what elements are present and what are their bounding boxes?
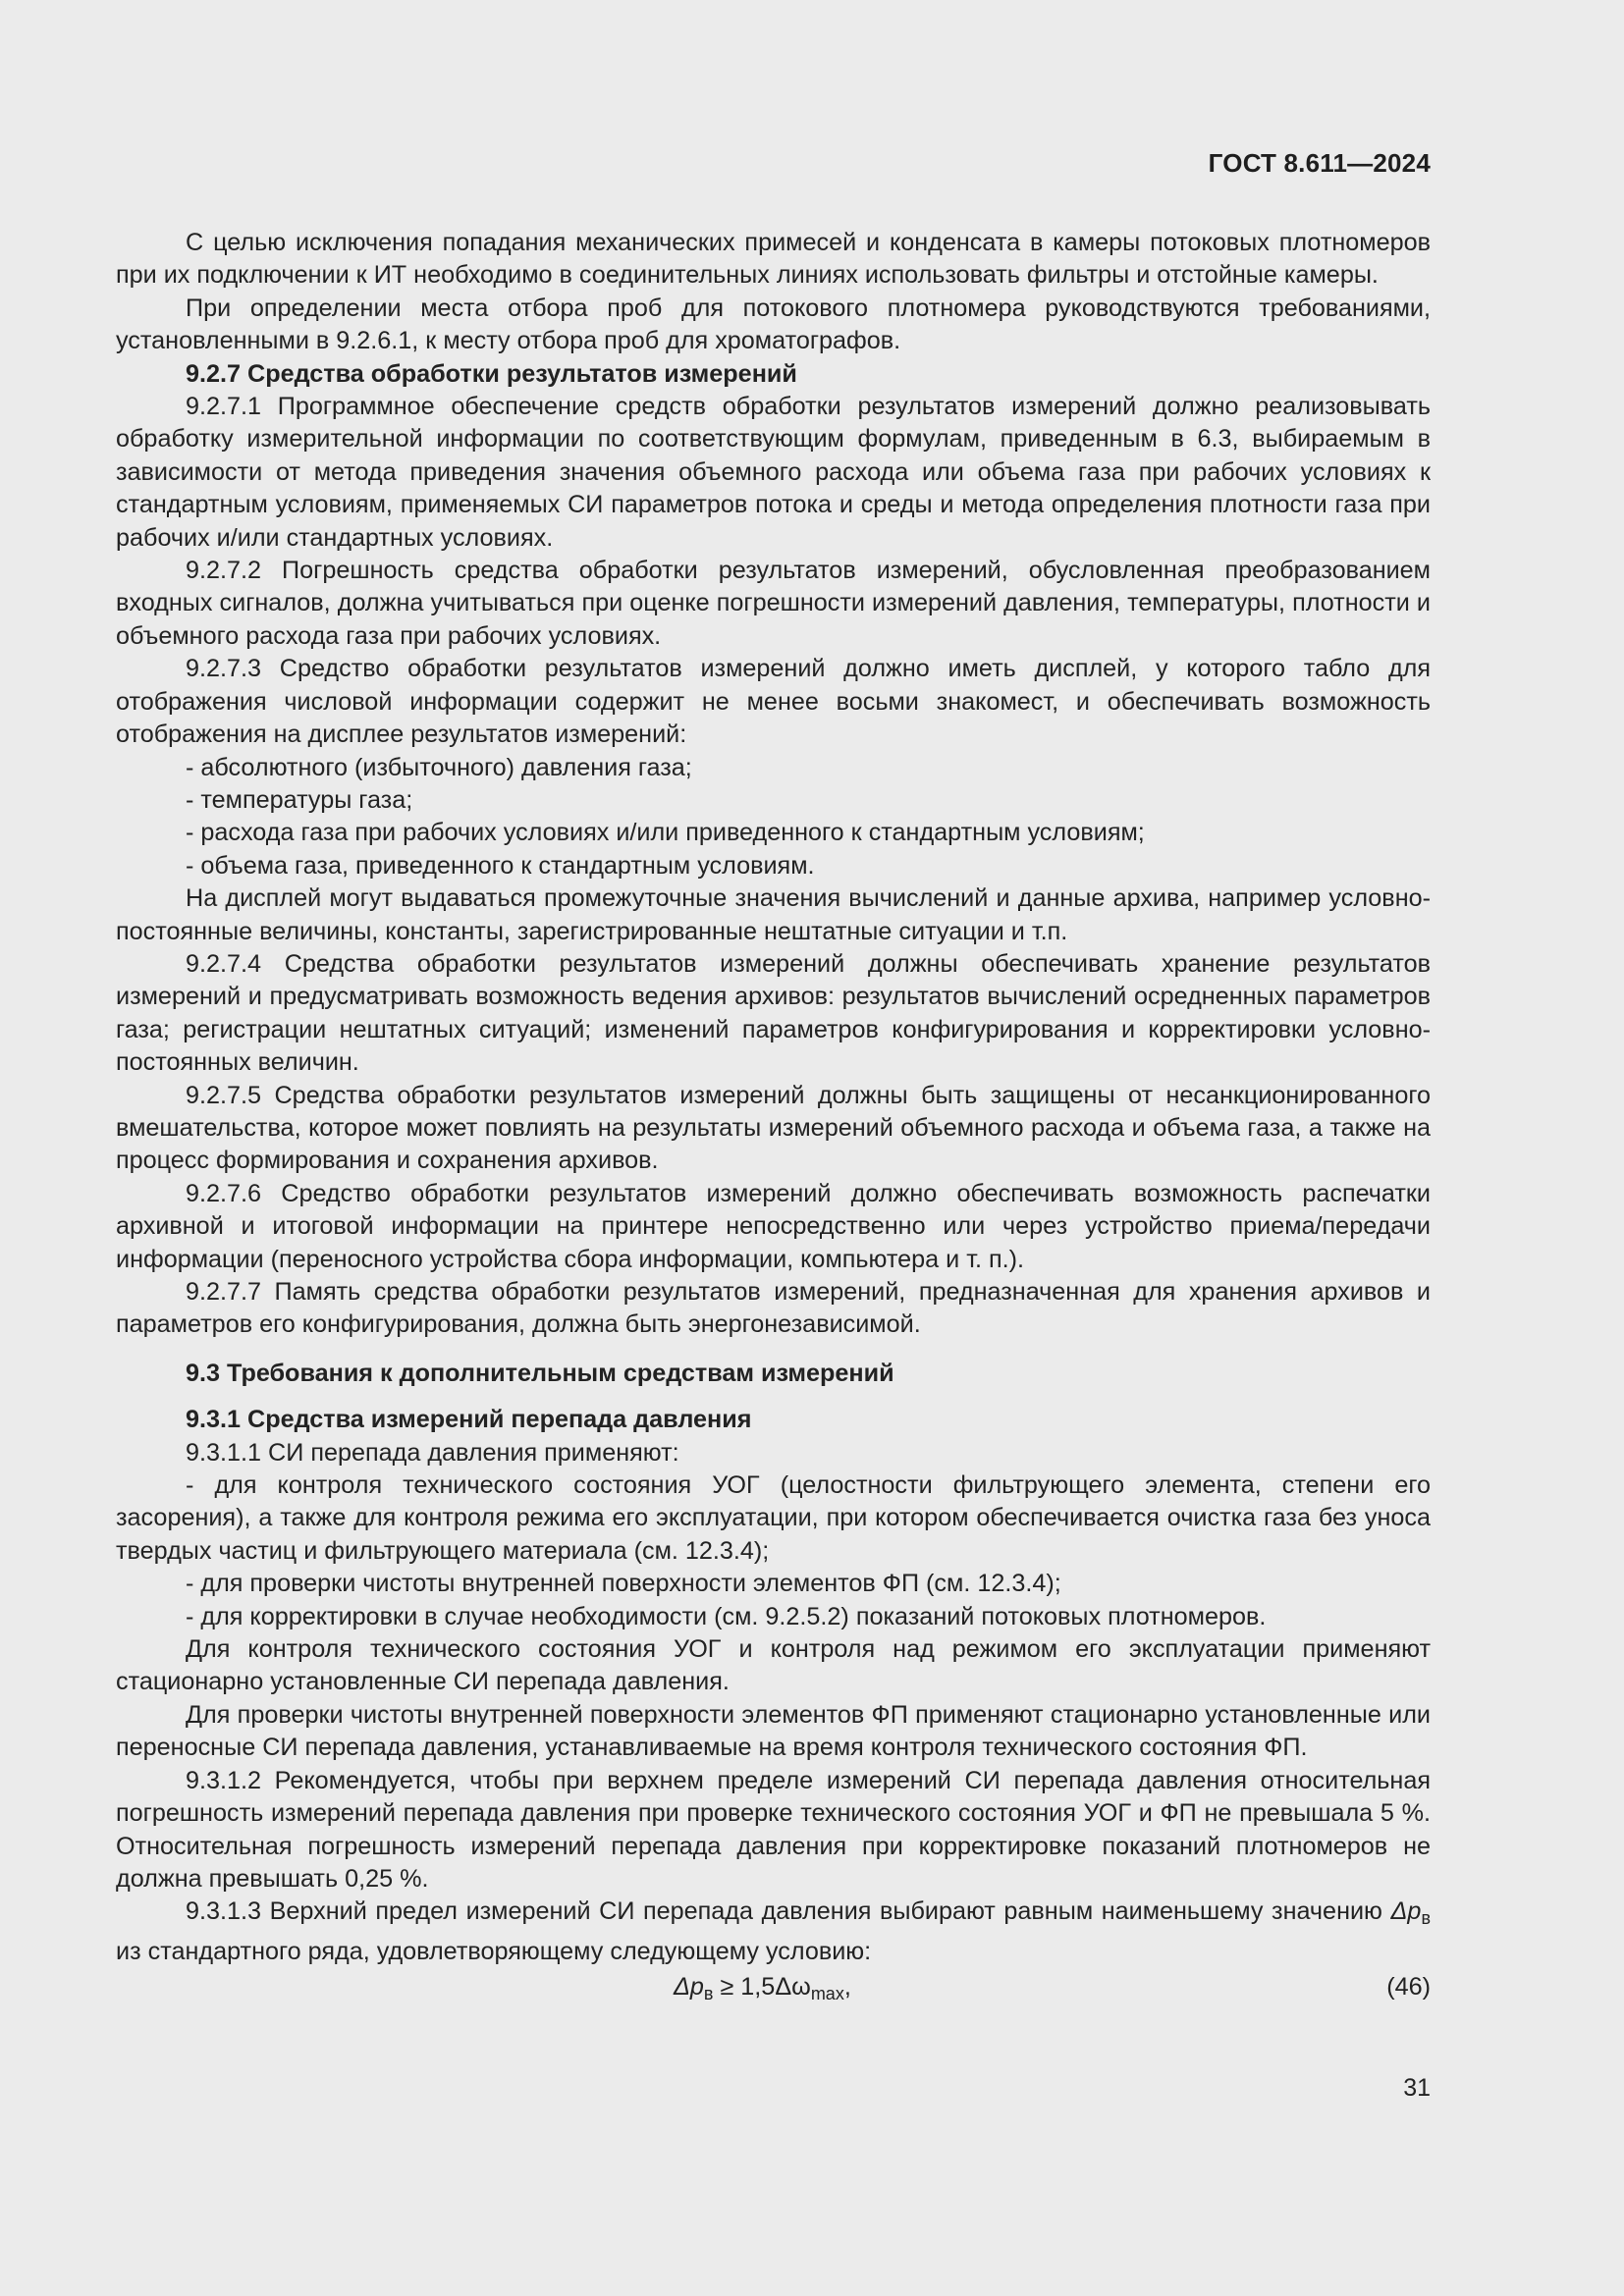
document-code-header: ГОСТ 8.611—2024 [1208,148,1431,178]
list-item: - объема газа, приведенного к стандартным условиям. [186,851,815,880]
heading-9-2-7: 9.2.7 Средства обработки результатов измерений [186,359,797,388]
list-item: - для контроля технического состояния УОГ (целостности фильтрующего элемента, степени его засорения), а также для контроля режима его эксплуатации, при котором обеспечивается очистка газа без уноса твердых частиц и фильтрующего материала (см. 12.3.4); [116,1471,1431,1565]
delta-p-symbol: Δp [1390,1897,1422,1926]
formula-operator: ≥ 1,5Δω [713,1973,811,2002]
text-run: из стандартного ряда, удовлетворяющему следующему условию: [116,1937,872,1965]
formula-number: (46) [1386,1973,1431,2002]
paragraph-9-2-7-1: 9.2.7.1 Программное обеспечение средств обработки результатов измерений должно реализовывать обработку измерительной информации по соответствующим формулам, приведенным в 6.3, выбираемым в зависимости от метода приведения значения объемного расхода или объема газа при рабочих условиях к стандартным условиям, применяемых СИ параметров потока и среды и метода определения плотности газа при рабочих и/или стандартных условиях. [116,393,1431,552]
paragraph-9-2-7-5: 9.2.7.5 Средства обработки результатов измерений должны быть защищены от несанкционированного вмешательства, которое может повлиять на результаты измерений объемного расхода и объема газа, а также на процесс формирования и сохранения архивов. [116,1081,1431,1175]
paragraph-sampling-point: При определении места отбора проб для потокового плотномера руководствуются требованиями, установленными в 9.2.6.1, к месту отбора проб для хроматографов. [116,294,1431,355]
paragraph-9-2-7-2: 9.2.7.2 Погрешность средства обработки результатов измерений, обусловленная преобразованием входных сигналов, должна учитываться при оценке погрешности измерений давления, температуры, плотности и объемного расхода газа при рабочих условиях. [116,557,1431,650]
subscript: в [703,1984,714,2004]
paragraph-display-values: На дисплей могут выдаваться промежуточные значения вычислений и данные архива, например условно-постоянные величины, константы, зарегистрированные нештатные ситуации и т.п. [116,884,1431,945]
formula-46 [116,1971,1431,2010]
paragraph-9-3-1-1: 9.3.1.1 СИ перепада давления применяют: [186,1438,679,1467]
paragraph-9-2-7-6: 9.2.7.6 Средство обработки результатов измерений должно обеспечивать возможность распечатки архивной и итоговой информации на принтере непосредственно или через устройство приема/передачи информации (переносного устройства сбора информации, компьютера и т. п.). [116,1179,1431,1273]
list-item: - абсолютного (избыточного) давления газа; [186,753,692,781]
list-item: - расхода газа при рабочих условиях и/или приведенного к стандартным условиям; [186,819,1145,847]
heading-9-3: 9.3 Требования к дополнительным средствам измерений [186,1359,894,1387]
formula-expression [674,1971,851,2010]
paragraph-9-2-7-7: 9.2.7.7 Память средства обработки результатов измерений, предназначенная для хранения архивов и параметров его конфигурирования, должна быть энергонезависимой. [116,1278,1431,1339]
subscript: в [1421,1908,1431,1929]
text-run: 9.3.1.3 Верхний предел измерений СИ перепада давления выбирают равным наименьшему значению [186,1897,1391,1926]
paragraph-9-3-1-2: 9.3.1.2 Рекомендуется, чтобы при верхнем пределе измерений СИ перепада давления относительная погрешность измерений перепада давления при проверке технического состояния УОГ и ФП не превышала 5 %. Относительная погрешность измерений перепада давления при корректировке показаний плотномеров не должна превышать 0,25 %. [116,1766,1431,1893]
delta-p-symbol: Δp [674,1973,704,2002]
heading-9-3-1: 9.3.1 Средства измерений перепада давления [186,1406,752,1434]
paragraph-uog-control: Для контроля технического состояния УОГ и контроля над режимом его эксплуатации применяют стационарно установленные СИ перепада давления. [116,1635,1431,1696]
paragraph-9-2-7-4: 9.2.7.4 Средства обработки результатов измерений должны обеспечивать хранение результатов измерений и предусматривать возможность ведения архивов: результатов вычислений осредненных параметров газа; регистрации нештатных ситуаций; изменений параметров конфигурирования и корректировки условно-постоянных величин. [116,949,1431,1077]
paragraph-fp-cleanliness: Для проверки чистоты внутренней поверхности элементов ФП применяют стационарно установленные или переносные СИ перепада давления, устанавливаемые на время контроля технического состояния ФП. [116,1700,1431,1762]
list-item: - для проверки чистоты внутренней поверхности элементов ФП (см. 12.3.4); [186,1570,1061,1598]
page-number: 31 [1403,2074,1431,2102]
list-item: - температуры газа; [186,785,413,814]
paragraph-9-3-1-3 [116,1896,1431,1968]
list-item: - для корректировки в случае необходимости (см. 9.2.5.2) показаний потоковых плотномеров. [186,1602,1267,1630]
formula-tail: , [843,1973,851,2002]
document-body [116,227,1431,2010]
paragraph-filters: С целью исключения попадания механических примесей и конденсата в камеры потоковых плотномеров при их подключении к ИТ необходимо в соединительных линиях использовать фильтры и отстойные камеры. [116,229,1431,290]
subscript: max [810,1984,844,2004]
paragraph-9-2-7-3: 9.2.7.3 Средство обработки результатов измерений должно иметь дисплей, у которого табло для отображения числовой информации содержит не менее восьми знакомест, и обеспечивать возможность отображения на дисплее результатов измерений: [116,655,1431,749]
